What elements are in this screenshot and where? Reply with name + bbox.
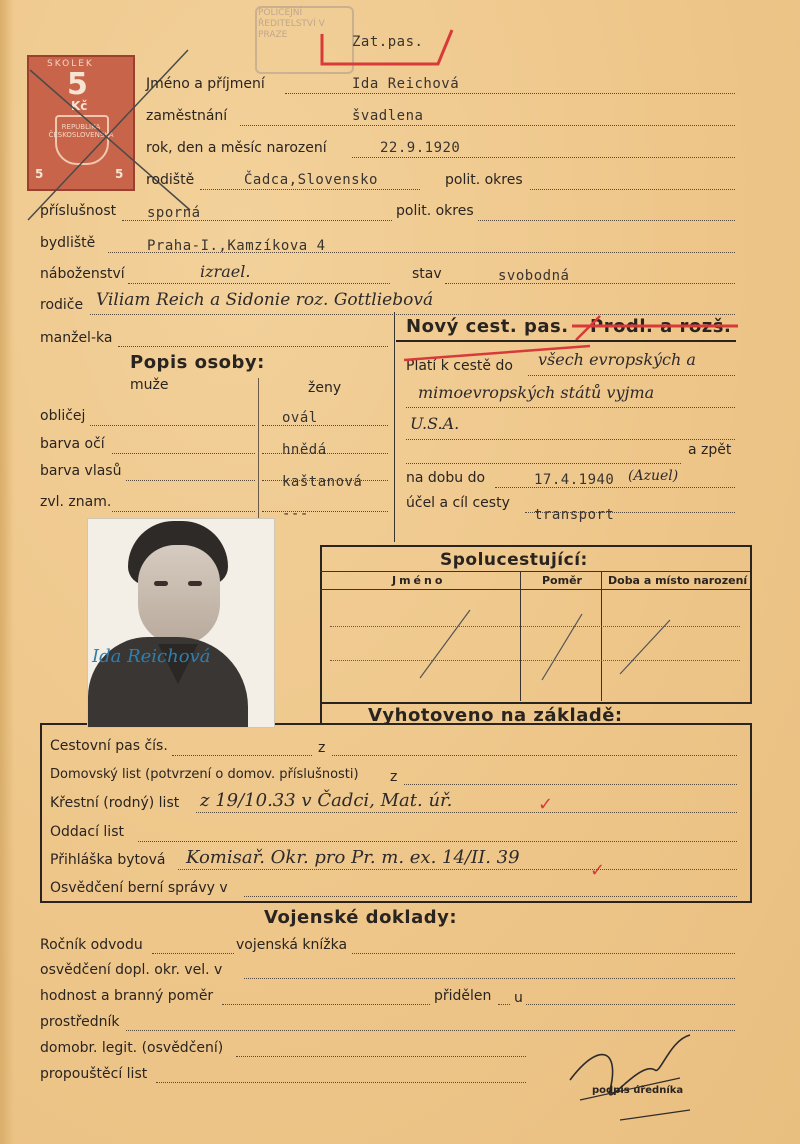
- status-line: [445, 283, 735, 284]
- marks-line-w: [262, 511, 388, 512]
- birthplace-label: rodiště: [146, 172, 195, 188]
- stamp-currency: Kč: [71, 99, 88, 113]
- basis-domicile-label: Domovský list (potvrzení o domov. příslušnosti): [50, 767, 359, 782]
- residence-value: Praha-I.,Kamzíkova 4: [147, 238, 326, 254]
- basis-tax-line: [244, 896, 737, 897]
- marks-line: [112, 511, 255, 512]
- religion-value: izrael.: [200, 262, 251, 281]
- status-value: svobodná: [498, 268, 570, 284]
- valid-line3-value: U.S.A.: [410, 414, 460, 433]
- companions-strike-marks: [320, 590, 750, 700]
- official-signature-label: podpis úředníka: [592, 1085, 684, 1096]
- photo-face: [138, 545, 220, 645]
- basis-tax-label: Osvědčení berní správy v: [50, 880, 228, 896]
- basis-passport-label: Cestovní pas čís.: [50, 738, 168, 754]
- period-value: 17.4.1940: [534, 472, 615, 488]
- name-line: [285, 93, 735, 94]
- basis-housing-value: Komisař. Okr. pro Pr. m. ex. 14/II. 39: [186, 847, 520, 868]
- period-label: na dobu do: [406, 470, 486, 486]
- military-title: Vojenské doklady:: [264, 907, 458, 928]
- name-label: Jméno a příjmení: [146, 76, 265, 92]
- basis-passport-line2: [332, 755, 737, 756]
- basis-housing-line: [178, 869, 737, 870]
- military-book-line: [352, 953, 735, 954]
- women-header: ženy: [308, 380, 342, 396]
- valid-line2-value: mimoevropských států vyjma: [418, 383, 655, 402]
- eyes-value: hnědá: [282, 442, 327, 458]
- stamp-top-text: SKOLEK: [47, 59, 94, 69]
- red-check-mark: [318, 26, 458, 68]
- face-value: ovál: [282, 410, 318, 426]
- eyes-label: barva očí: [40, 436, 105, 452]
- name-value: Ida Reichová: [352, 76, 460, 92]
- passport-divider: [394, 312, 395, 542]
- military-assigned-label: přidělen: [434, 988, 492, 1004]
- hair-value: kaštanová: [282, 474, 363, 490]
- basis-housing-label: Přihláška bytová: [50, 852, 166, 868]
- basis-passport-z: z: [318, 740, 326, 756]
- spouse-label: manžel-ka: [40, 330, 113, 346]
- district-line: [530, 189, 735, 190]
- birth-date-line: [352, 157, 735, 158]
- page-edge-shadow: [0, 0, 14, 1144]
- parents-label: rodiče: [40, 297, 84, 313]
- period-line: [495, 487, 735, 488]
- stamp-side-text: REPUBLIKA ČESKOSLOVENSKÁ: [48, 123, 114, 139]
- eyes-line: [112, 453, 255, 454]
- face-line: [90, 425, 255, 426]
- military-mediator-label: prostředník: [40, 1014, 120, 1030]
- renewal-label: Prodl. a rozš.: [590, 316, 732, 337]
- district2-label: polit. okres: [396, 203, 474, 219]
- photo-signature: Ida Reichová: [92, 646, 211, 667]
- valid-line2: [406, 407, 735, 408]
- military-book-label: vojenská knížka: [236, 937, 348, 953]
- occupation-label: zaměstnání: [146, 108, 228, 124]
- companions-col-relation: Poměr: [542, 574, 582, 587]
- religion-label: náboženství: [40, 266, 125, 282]
- hair-label: barva vlasů: [40, 463, 122, 479]
- return-line: [406, 463, 681, 464]
- birth-date-label: rok, den a měsíc narození: [146, 140, 327, 156]
- basis-housing-check: ✓: [590, 860, 606, 881]
- face-line-w: [262, 425, 388, 426]
- photo-eye-left: [154, 581, 168, 586]
- status-label: stav: [412, 266, 442, 282]
- military-discharge-label: propouštěcí list: [40, 1066, 148, 1082]
- basis-birth-cert-check: ✓: [538, 794, 554, 815]
- occupation-value: švadlena: [352, 108, 424, 124]
- military-discharge-line: [156, 1082, 526, 1083]
- valid-label: Platí k cestě do: [406, 358, 513, 374]
- military-assigned-u: u: [514, 990, 523, 1006]
- district-label: polit. okres: [445, 172, 523, 188]
- marks-value: ---: [282, 506, 309, 522]
- photo-eye-right: [188, 581, 202, 586]
- period-note: (Azuel): [628, 468, 679, 484]
- basis-marriage-label: Oddací list: [50, 824, 124, 840]
- office-stamp-text: POLICEJNÍ ŘEDITELSTVÍ V PRAZE: [258, 8, 325, 40]
- military-assigned-line: [498, 1004, 510, 1005]
- men-header: muže: [130, 377, 169, 393]
- basis-marriage-line: [138, 841, 737, 842]
- parents-value: Viliam Reich a Sidonie roz. Gottliebová: [96, 290, 434, 310]
- basis-domicile-line: [404, 784, 737, 785]
- description-title: Popis osoby:: [130, 352, 265, 373]
- military-assigned-line2: [526, 1004, 735, 1005]
- companions-col-birth: Doba a místo narození: [608, 574, 748, 587]
- birth-date-value: 22.9.1920: [380, 140, 461, 156]
- stamp-corner-value-right: 5: [115, 167, 124, 181]
- military-legit-label: domobr. legit. (osvědčení): [40, 1040, 224, 1056]
- basis-box-connector: [320, 700, 322, 724]
- stamp-corner-value: 5: [35, 167, 44, 181]
- citizenship-value: sporná: [147, 205, 201, 221]
- military-legit-line: [236, 1056, 526, 1057]
- military-year-line: [152, 953, 234, 954]
- basis-birth-cert-label: Křestní (rodný) list: [50, 795, 180, 811]
- valid-line1-value: všech evropských a: [538, 350, 696, 369]
- basis-domicile-z: z: [390, 769, 398, 785]
- military-rank-label: hodnost a branný poměr: [40, 988, 214, 1004]
- purpose-label: účel a cíl cesty: [406, 495, 510, 511]
- residence-label: bydliště: [40, 235, 96, 251]
- purpose-value: transport: [534, 507, 615, 523]
- valid-line3: [406, 439, 735, 440]
- return-label: a zpět: [688, 442, 732, 458]
- passport-photo: [87, 518, 275, 728]
- basis-title: Vyhotoveno na základě:: [368, 705, 623, 726]
- military-cert-label: osvědčení dopl. okr. vel. v: [40, 962, 223, 978]
- new-passport-label: Nový cest. pas.: [406, 316, 569, 337]
- citizenship-label: příslušnost: [40, 203, 117, 219]
- hair-line: [126, 480, 255, 481]
- stamp-cancel-lines: [20, 40, 200, 230]
- military-cert-line: [244, 978, 735, 979]
- military-rank-line: [222, 1004, 430, 1005]
- basis-birth-cert-line: [196, 812, 737, 813]
- marks-label: zvl. znam.: [40, 494, 112, 510]
- description-divider: [258, 378, 259, 528]
- companions-header-top: [320, 571, 750, 572]
- companions-title: Spolucestující:: [440, 550, 588, 570]
- basis-birth-cert-value: z 19/10.33 v Čadci, Mat. úř.: [200, 790, 453, 811]
- zat-pas-label: Zat.pas.: [352, 34, 424, 50]
- face-label: obličej: [40, 408, 86, 424]
- birthplace-line: [200, 189, 420, 190]
- basis-box-top-left: [40, 723, 87, 725]
- official-signature: [560, 1030, 710, 1130]
- district2-line: [478, 220, 735, 221]
- spouse-line: [118, 346, 388, 347]
- religion-line: [128, 283, 390, 284]
- basis-passport-line: [172, 755, 312, 756]
- occupation-line: [240, 125, 735, 126]
- stamp-value: 5: [67, 67, 88, 102]
- companions-col-name: Jméno: [392, 574, 446, 587]
- valid-line1: [528, 375, 735, 376]
- military-year-label: Ročník odvodu: [40, 937, 143, 953]
- birthplace-value: Čadca,Slovensko: [244, 172, 378, 188]
